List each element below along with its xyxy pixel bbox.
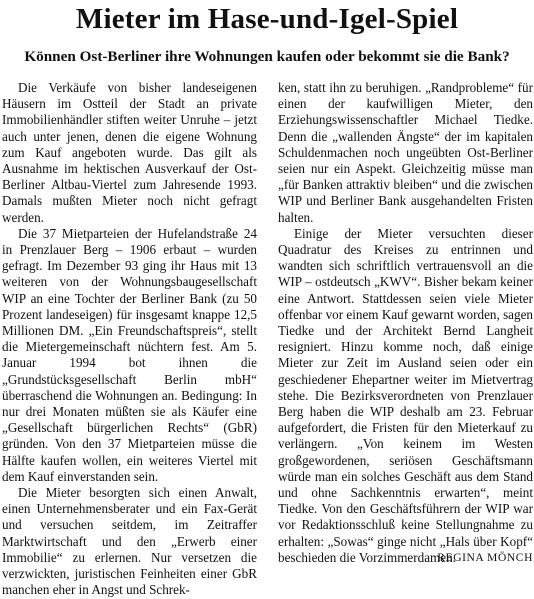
- article-byline: REGINA MÖNCH: [437, 552, 533, 565]
- article-column-right: [278, 80, 533, 566]
- article-paragraph: Einige der Mieter versuchten dieser Quadratur des Kreises zu entrinnen und wandten sich schriftlich vertrauensvoll an die WIP – ostdeutsch „KWV“. Bisher bekam keiner eine Antwort. Stattdessen seien viele Mieter offenbar vor einem Kauf gewarnt worden, sagen Tiedke und der Architekt Bernd Langheit resigniert. Hinzu komme noch, daß einige Mieter zur Zeit im Ausland seien oder ein geschiedener Ehepartner weiter im Mietvertrag stehe. Die Bezirksverordneten von Prenzlauer Berg haben die WIP deshalb am 23. Februar aufgefordert, die Fristen für den Mieterkauf zu verlängern. „Von keinem im Westen großgewordenen, seriösen Geschäftsmann würde man ein solches Geschäft aus dem Stand und ohne Sachkenntnis erwarten“, meint Tiedke. Von den Geschäftsführern der WIP war vor Redaktionsschluß keine Stellungnahme zu erhalten: „Sowas“ ginge nicht „Hals über Kopf“ beschieden die Vorzimmerdamen.: [278, 225, 533, 565]
- article-column-left: [2, 80, 257, 599]
- article-headline: Mieter im Hase-und-Igel-Spiel: [75, 3, 459, 35]
- article-paragraph: ken, statt ihn zu beruhigen. „Randprobleme“ für einen der kaufwilligen Mieter, den Erziehungswissenschaftler Michael Tiedke. Denn die „wallenden Ängste“ der im kapitalen Schuldenmachen noch ungeübten Ost-Berliner seien nur ein Aspekt. Gleichzeitig müsse man „für Banken attraktiv bleiben“ und die zwischen WIP und Berliner Bank ausgehandelten Fristen halten.: [278, 80, 533, 225]
- article-subheadline: Können Ost-Berliner ihre Wohnungen kaufen oder bekommt sie die Bank?: [24, 48, 510, 65]
- article-paragraph: Die Verkäufe von bisher landeseigenen Häusern im Ostteil der Stadt an private Immobilienhändler stiften weiter Unruhe – jetzt auch unter jenen, denen die eigene Wohnung zum Kauf angeboten wurde. Das gilt als Ausnahme im hektischen Ausverkauf der Ost-Berliner Altbau-Viertel zum Jahresende 1993. Damals mußten Mieter noch nicht gefragt werden.: [2, 80, 257, 225]
- article-paragraph: Die Mieter besorgten sich einen Anwalt, einen Unternehmensberater und ein Fax-Gerät und versuchen seitdem, im Zeitraffer Marktwirtschaft und den „Erwerb einer Immobilie“ zu erlernen. Nur versetzen die verzwickten, juristischen Feinheiten einer GbR manchen eher in Angst und Schrek-: [2, 485, 257, 598]
- article-paragraph: Die 37 Mietparteien der Hufelandstraße 24 in Prenzlauer Berg – 1906 erbaut – wurden gefragt. Im Dezember 93 ging ihr Haus mit 13 weiteren von der Wohnungsbaugesellschaft WIP an eine Tochter der Berliner Bank (zu 50 Prozent landeseigen) für insgesamt knappe 12,5 Millionen DM. „Ein Freundschaftspreis“, stellt die Mietergemeinschaft nüchtern fest. Am 5. Januar 1994 bot ihnen die „Grundstücksgesellschaft Berlin mbH“ überraschend die Wohnungen an. Bedingung: In nur drei Monaten müßten sie als Käufer eine „Gesellschaft bürgerlichen Rechts“ (GbR) gründen. Von den 37 Mietparteien müsse die Hälfte kaufen wollen, ein weiteres Viertel mit dem Kauf einverstanden sein.: [2, 225, 257, 484]
